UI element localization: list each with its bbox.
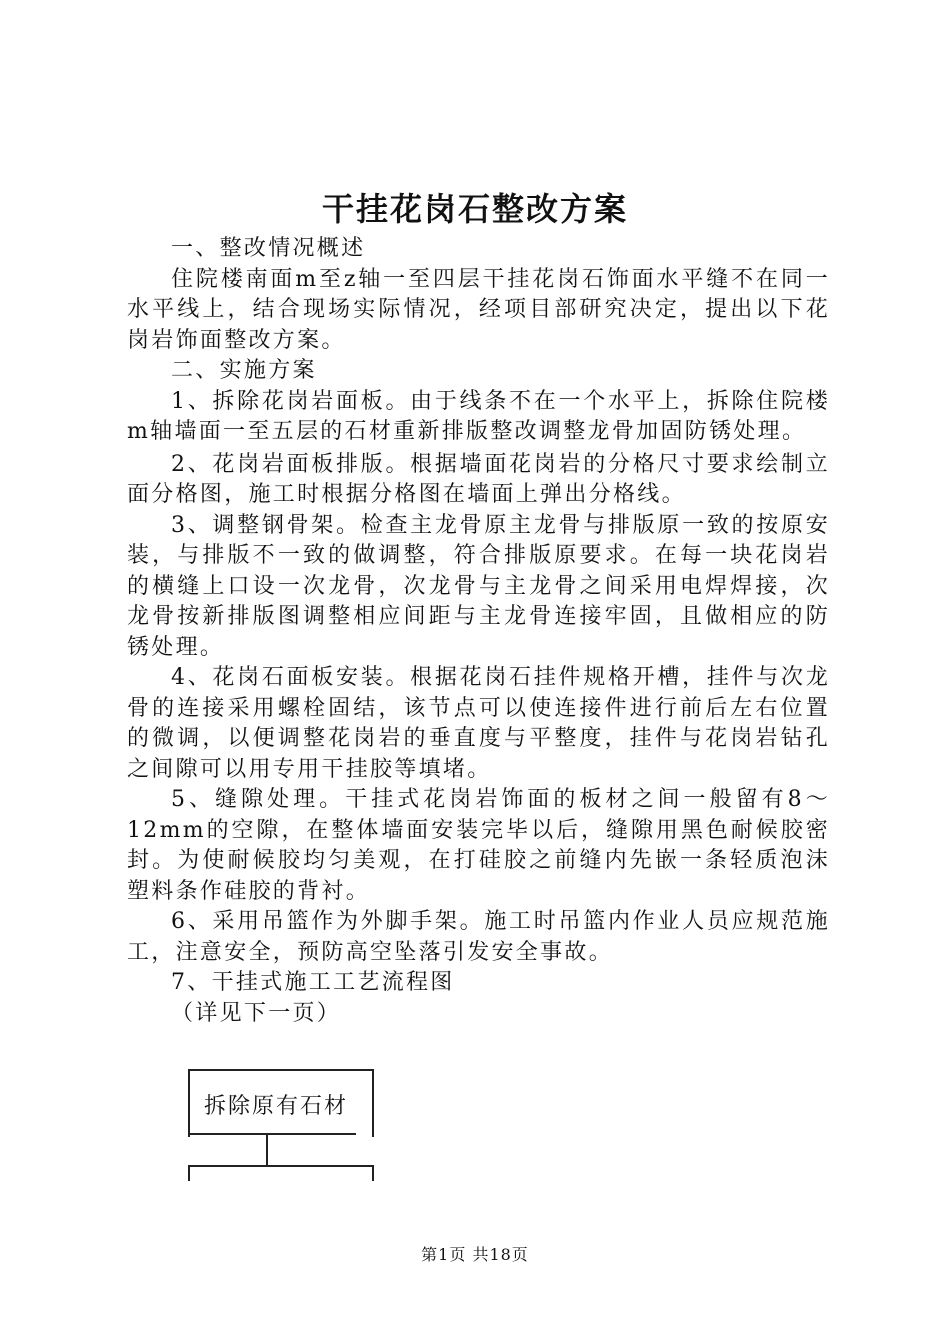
paragraph-step-3: 3、调整钢骨架。检查主龙骨原主龙骨与排版原一致的按原安装，与排版不一致的做调整，符合排版原要求。在每一块花岗岩的横缝上口设一次龙骨，次龙骨与主龙骨之间采用电焊焊接，次龙骨按新排版图调整相应间距与主龙骨连接牢固，且做相应的防锈处理。 (127, 512, 830, 660)
paragraph-step-7: 7、干挂式施工工艺流程图 (171, 970, 455, 995)
flowchart-box-bottom-border (188, 1133, 356, 1135)
paragraph-step-6: 6、采用吊篮作为外脚手架。施工时吊篮内作业人员应规范施工，注意安全，预防高空坠落引发安全事故。 (127, 909, 830, 965)
section-heading-overview: 一、整改情况概述 (171, 236, 366, 261)
flowchart-box-next (188, 1165, 374, 1181)
paragraph-overview: 住院楼南面m至z轴一至四层干挂花岗石饰面水平缝不在同一水平线上，结合现场实际情况，经项目部研究决定，提出以下花岗岩饰面整改方案。 (127, 266, 830, 353)
paragraph-step-2: 2、花岗岩面板排版。根据墙面花岗岩的分格尺寸要求绘制立面分格图，施工时根据分格图在墙面上弹出分格线。 (127, 451, 830, 507)
paragraph-step-5: 5、缝隙处理。干挂式花岗岩饰面的板材之间一般留有8～12mm的空隙，在整体墙面安装完毕以后，缝隙用黑色耐候胶密封。为使耐候胶均匀美观，在打硅胶之前缝内先嵌一条轻质泡沫塑料条作硅胶的背衬。 (127, 787, 830, 904)
document-body (127, 234, 830, 1029)
paragraph-step-4: 4、花岗石面板安装。根据花岗石挂件规格开槽，挂件与次龙骨的连接采用螺栓固结，该节点可以使连接件进行前后左右位置的微调，以便调整花岗岩的垂直度与平整度，挂件与花岗岩钻孔之间隙可以用专用干挂胶等填堵。 (127, 665, 830, 782)
paragraph-step-1: 1、拆除花岗岩面板。由于线条不在一个水平上，拆除住院楼m轴墙面一至五层的石材重新排版整改调整龙骨加固防锈处理。 (127, 388, 830, 444)
flowchart-step-label: 拆除原有石材 (204, 1094, 349, 1119)
section-heading-plan: 二、实施方案 (171, 358, 317, 383)
paragraph-see-next-page: （详见下一页） (171, 1000, 342, 1026)
page-footer: 第1页 共18页 (421, 1245, 529, 1264)
flowchart-connector-line (266, 1135, 268, 1165)
process-flowchart (186, 1069, 376, 1179)
document-title: 干挂花岗石整改方案 (321, 190, 628, 228)
